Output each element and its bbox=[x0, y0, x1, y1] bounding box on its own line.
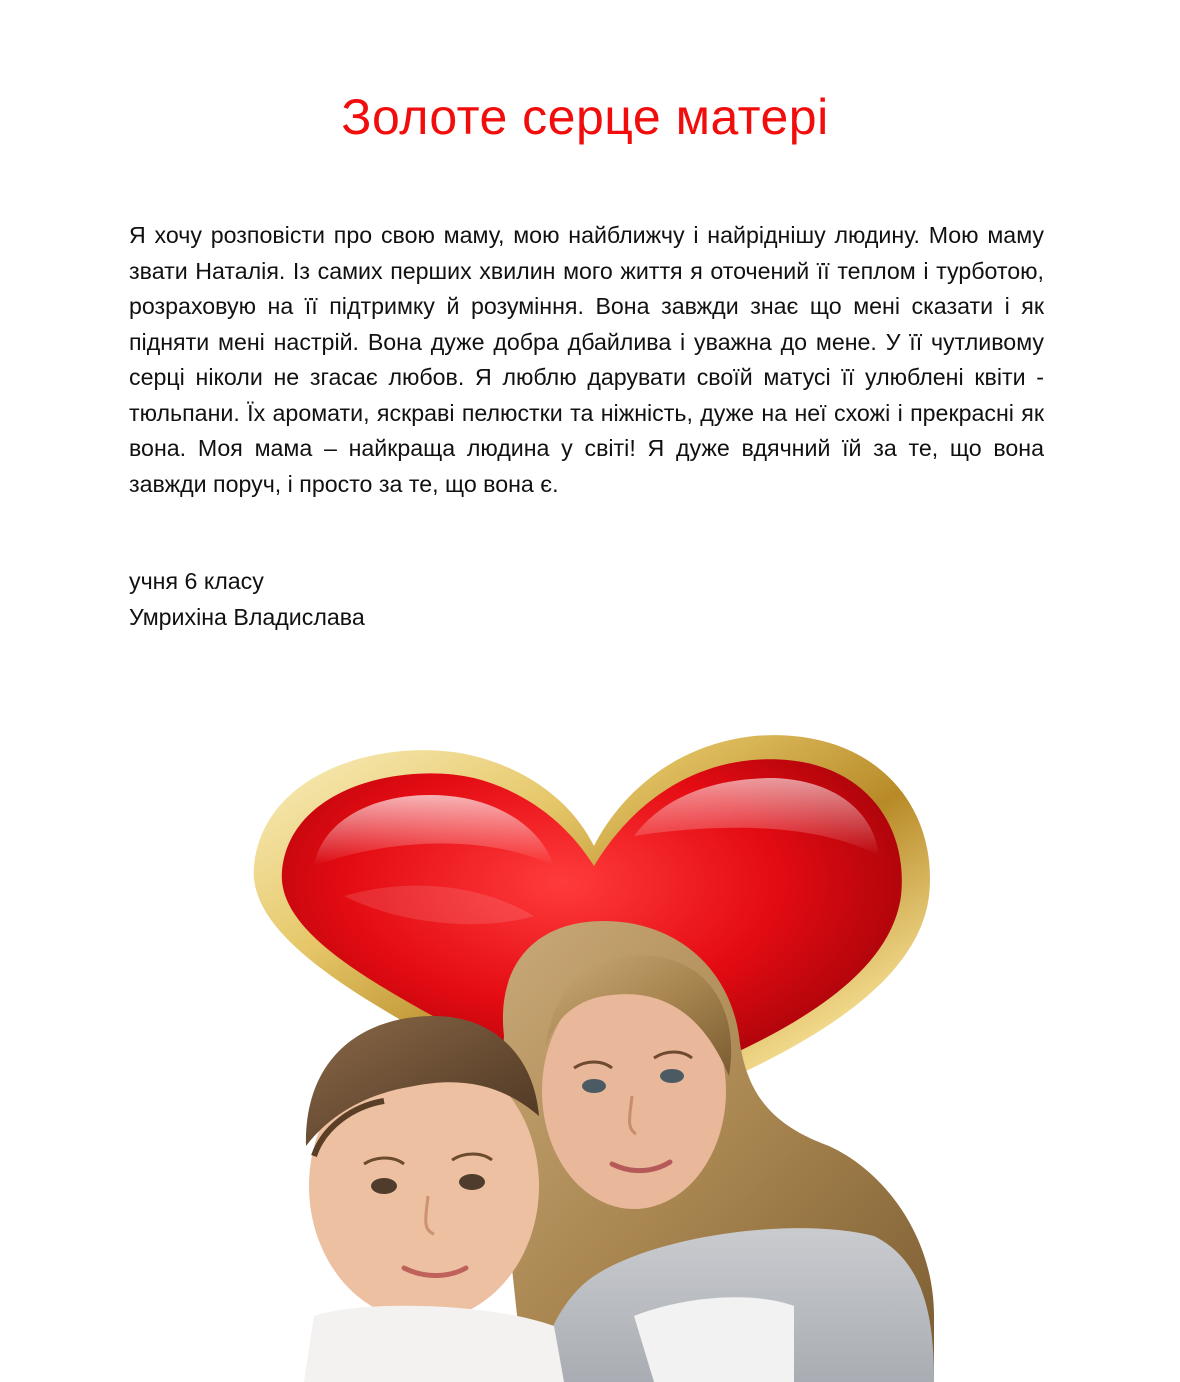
heart-photo-svg bbox=[234, 716, 954, 1382]
heart-photo-illustration bbox=[234, 716, 954, 1382]
essay-paragraph: Я хочу розповісти про свою маму, мою найближчу і найріднішу людину. Мою маму звати Наталія. Із самих перших хвилин мого життя я оточений її теплом і турботою, розраховую на її підтримку й розуміння. Вона завжди знає що мені сказати і як підняти мені настрій. Вона дуже добра дбайлива і уважна до мене. У її чутливому серці ніколи не згасає любов. Я люблю дарувати своїй матусі її улюблені квіти - тюльпани. Їх аромати, яскраві пелюстки та ніжність, дуже на неї схожі і прекрасні як вона. Моя мама – найкраща людина у світі! Я дуже вдячний їй за те, що вона завжди поруч, і просто за те, що вона є. bbox=[129, 222, 1044, 497]
document-title: Золоте серце матері bbox=[341, 89, 829, 145]
signature-author: Умрихіна Владислава bbox=[129, 603, 365, 630]
signature-class: учня 6 класу bbox=[129, 568, 264, 594]
signature-block bbox=[129, 564, 365, 635]
